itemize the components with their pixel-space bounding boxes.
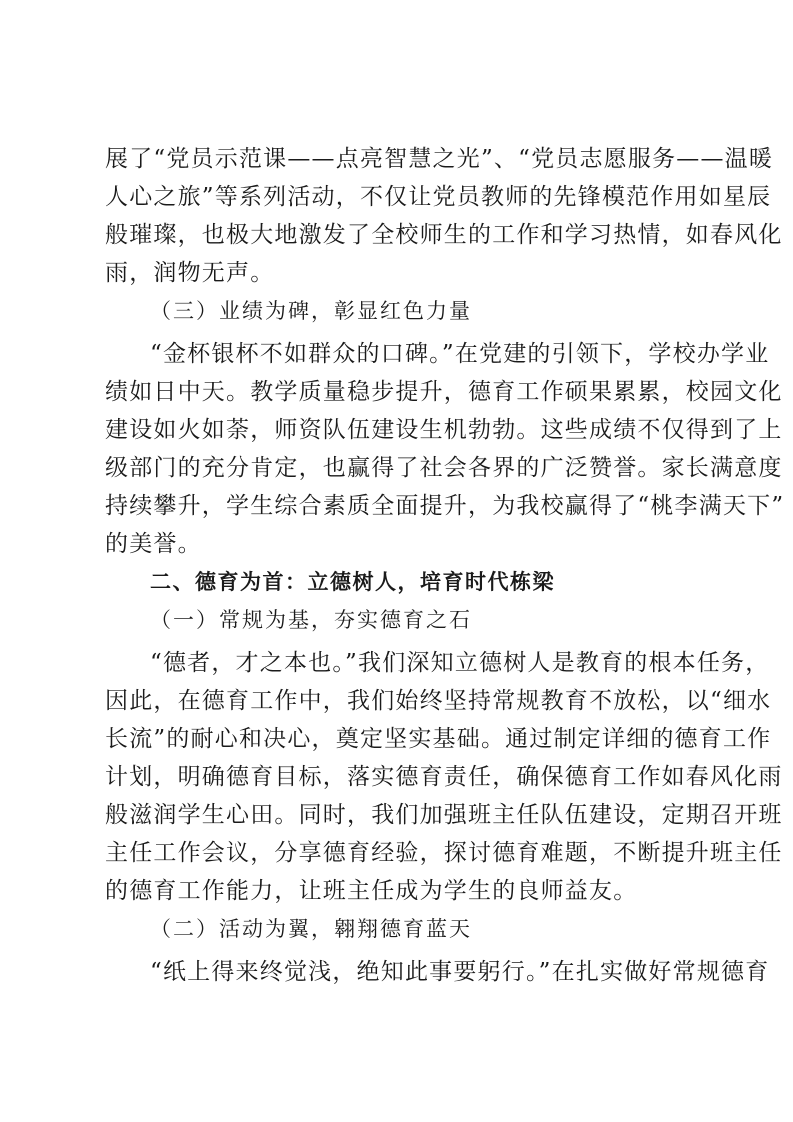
paragraph-line: “金杯银杯不如群众的口碑。”在党建的引领下，学校办学业	[150, 341, 770, 367]
paragraph-line: 展了“党员示范课——点亮智慧之光”、“党员志愿服务——温暖	[105, 146, 774, 172]
paragraph-line: “德者，才之本也。”我们深知立德树人是教育的根本任务，	[150, 650, 770, 676]
paragraph-line: 持续攀升，学生综合素质全面提升，为我校赢得了“桃李满天下”	[105, 493, 785, 519]
paragraph-line: 级部门的充分肯定，也赢得了社会各界的广泛赞誉。家长满意度	[105, 455, 783, 481]
paragraph-line: 雨，润物无声。	[105, 260, 275, 286]
paragraph-line: 长流”的耐心和决心，奠定坚实基础。通过制定详细的德育工作	[105, 726, 772, 752]
paragraph-line: 因此，在德育工作中，我们始终坚持常规教育不放松，以“细水	[105, 688, 772, 714]
paragraph-line: 般璀璨，也极大地激发了全校师生的工作和学习热情，如春风化	[105, 222, 783, 248]
section-subheading: （一）常规为基，夯实德育之石	[150, 608, 472, 632]
paragraph-line: 人心之旅”等系列活动，不仅让党员教师的先锋模范作用如星辰	[105, 184, 772, 210]
paragraph-line: 般滋润学生心田。同时，我们加强班主任队伍建设，定期召开班	[105, 802, 783, 828]
paragraph-line: 主任工作会议，分享德育经验，探讨德育难题，不断提升班主任	[105, 840, 783, 866]
section-subheading: （三）业绩为碑，彰显红色力量	[150, 299, 472, 323]
section-heading: 二、德育为首：立德树人，培育时代栋梁	[150, 570, 555, 594]
paragraph-line: “纸上得来终觉浅，绝知此事要躬行。”在扎实做好常规德育	[150, 959, 770, 985]
paragraph-line: 绩如日中天。教学质量稳步提升，德育工作硕果累累，校园文化	[105, 379, 783, 405]
paragraph-line: 建设如火如荼，师资队伍建设生机勃勃。这些成绩不仅得到了上	[105, 417, 783, 443]
section-subheading: （二）活动为翼，翱翔德育蓝天	[150, 917, 472, 941]
paragraph-line: 计划，明确德育目标，落实德育责任，确保德育工作如春风化雨	[105, 764, 783, 790]
paragraph-line: 的德育工作能力，让班主任成为学生的良师益友。	[105, 878, 638, 904]
paragraph-line: 的美誉。	[105, 531, 202, 557]
